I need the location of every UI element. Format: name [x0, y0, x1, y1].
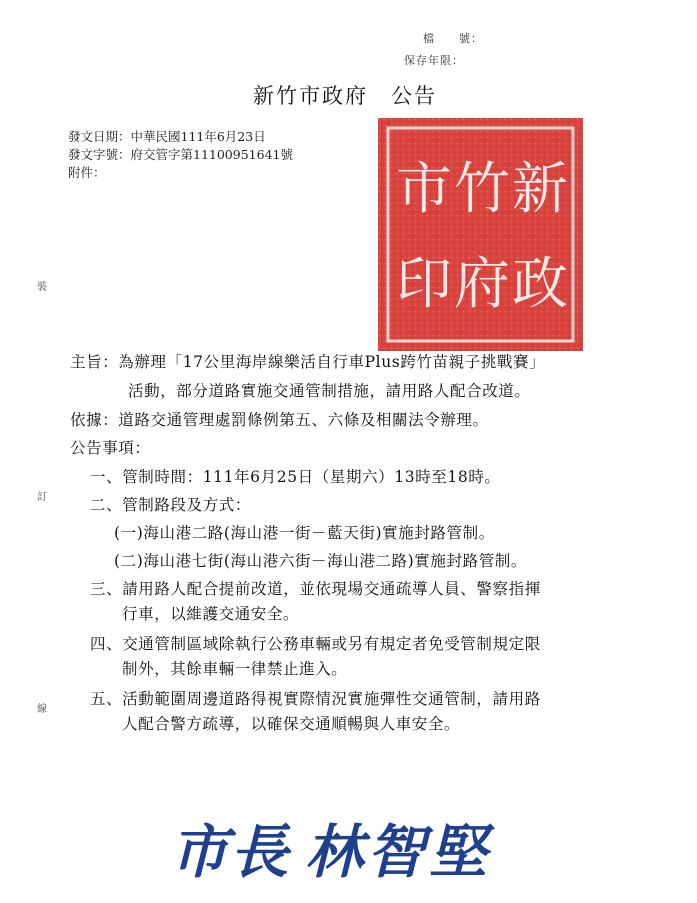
- issue-date: 發文日期：中華民國111年6月23日: [68, 129, 266, 144]
- binding-mark: 裝: [37, 282, 47, 293]
- binding-mark: 訂: [37, 492, 47, 503]
- archive-number-label: 檔 號：: [423, 32, 483, 45]
- document-title: 新竹市政府 公告: [253, 84, 437, 108]
- official-seal-stamp: [378, 118, 583, 351]
- seal-character: 政: [512, 252, 568, 317]
- notice-item-3-line-2: 行車，以維護交通安全。: [122, 605, 300, 623]
- subject-line-1: 主旨：為辦理「17公里海岸線樂活自行車Plus跨竹苗親子挑戰賽」: [70, 353, 546, 371]
- retention-period-label: 保存年限：: [404, 54, 464, 67]
- subject-line-2: 活動，部分道路實施交通管制措施，請用路人配合改道。: [128, 382, 531, 400]
- notice-heading: 公告事項：: [70, 439, 151, 457]
- notice-item-2-sub-2: (二)海山港七街(海山港六街－海山港二路)實施封路管制。: [114, 552, 527, 570]
- seal-character: 府: [454, 252, 510, 317]
- basis-line: 依據：道路交通管理處罰條例第五、六條及相關法令辦理。: [70, 411, 489, 429]
- attachment-label: 附件：: [68, 165, 106, 180]
- seal-character: 新: [512, 157, 568, 222]
- notice-item-4-line-2: 制外，其餘車輛一律禁止進入。: [122, 660, 348, 678]
- seal-character: 市: [396, 157, 452, 222]
- notice-item-1: 一、管制時間：111年6月25日（星期六）13時至18時。: [90, 468, 501, 486]
- notice-item-3-line-1: 三、請用路人配合提前改道，並依現場交通疏導人員、警察指揮: [90, 580, 541, 598]
- notice-item-5-line-2: 人配合警方疏導，以確保交通順暢與人車安全。: [122, 715, 461, 733]
- reference-number: 發文字號：府交管字第11100951641號: [68, 147, 293, 162]
- signature-name: 林智堅: [305, 818, 492, 886]
- signature-title: 市長: [170, 818, 291, 886]
- binding-mark: 線: [37, 704, 47, 715]
- notice-item-5-line-1: 五、活動範圍周邊道路得視實際情況實施彈性交通管制，請用路: [90, 690, 541, 708]
- notice-item-2: 二、管制路段及方式：: [90, 496, 252, 514]
- mayor-signature-stamp: [170, 808, 530, 888]
- notice-item-4-line-1: 四、交通管制區域除執行公務車輛或另有規定者免受管制規定限: [90, 635, 541, 653]
- seal-character: 竹: [454, 157, 510, 222]
- notice-item-2-sub-1: (一)海山港二路(海山港一街－藍天街)實施封路管制。: [114, 524, 495, 542]
- seal-character: 印: [396, 252, 452, 317]
